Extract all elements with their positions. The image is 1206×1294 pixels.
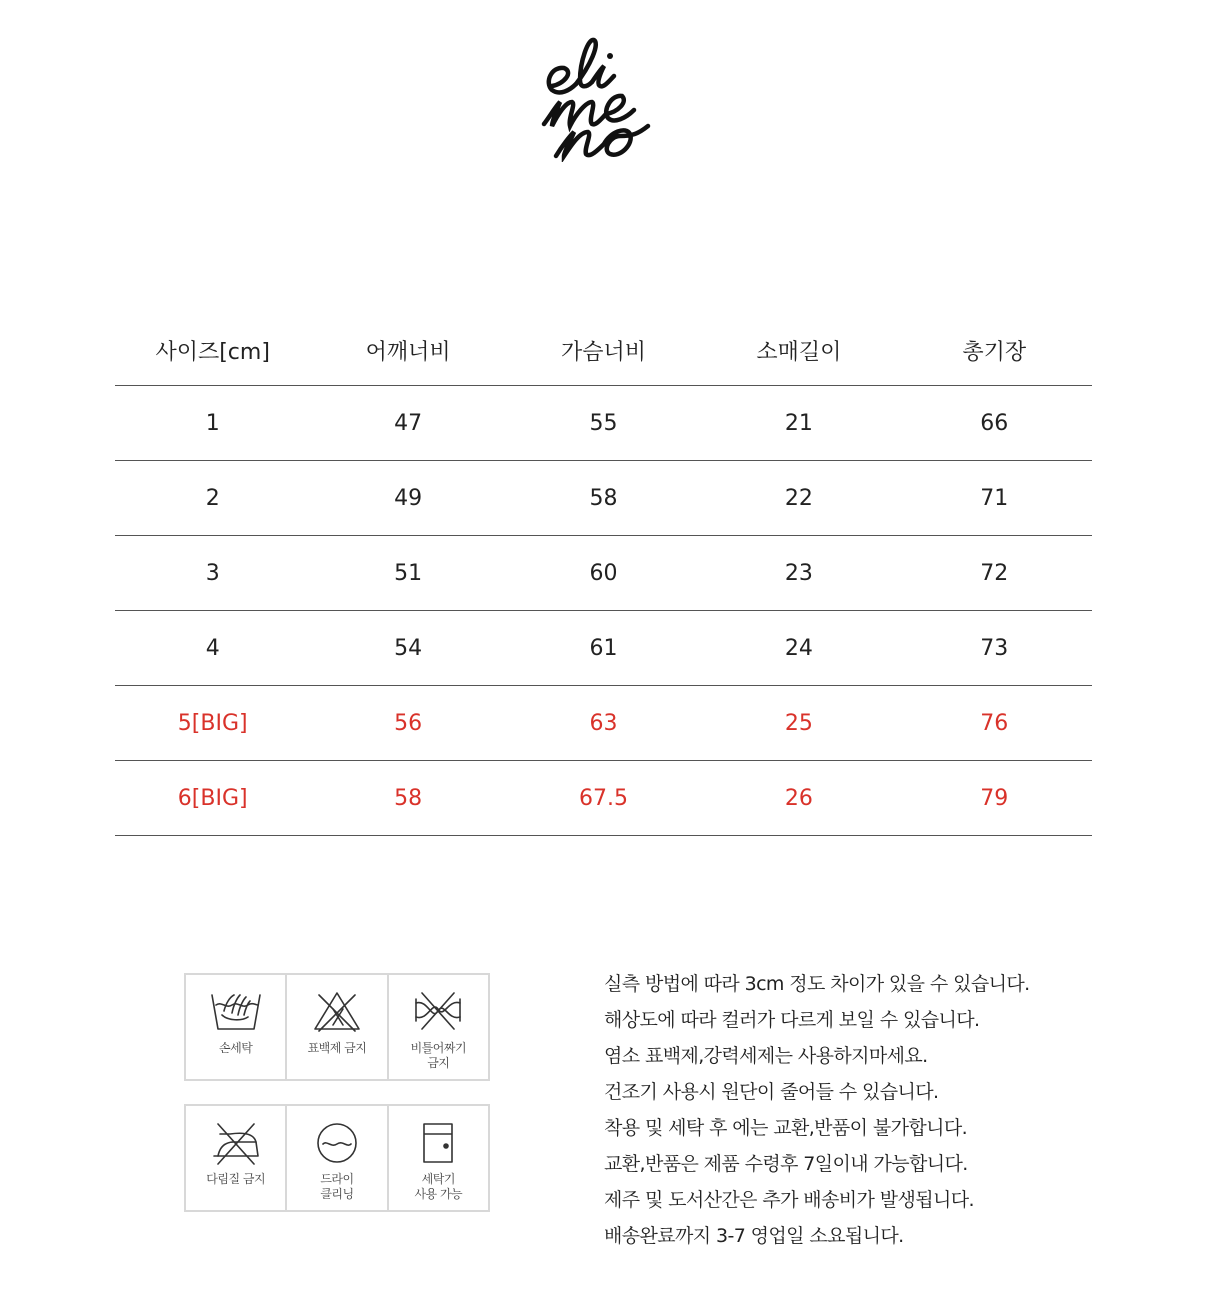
cell-shoulder: 47: [310, 386, 505, 461]
care-item-dry-clean: [287, 1106, 388, 1210]
notice-item: 실측 방법에 따라 3cm 정도 차이가 있을 수 있습니다.: [604, 973, 1030, 995]
care-item-washing-machine: [389, 1106, 488, 1210]
cell-size: 2: [115, 461, 310, 536]
cell-sleeve: 26: [701, 761, 896, 836]
cell-sleeve: 24: [701, 611, 896, 686]
care-item-no-iron: [186, 1106, 287, 1210]
notice-item: 배송완료까지 3-7 영업일 소요됩니다.: [604, 1225, 904, 1247]
notice-item: 제주 및 도서산간은 추가 배송비가 발생됩니다.: [604, 1189, 974, 1211]
brand-logo: [530, 22, 670, 162]
care-instructions: [184, 973, 490, 1212]
no-iron-icon: [208, 1120, 264, 1166]
cell-chest: 67.5: [506, 761, 701, 836]
cell-chest: 63: [506, 686, 701, 761]
notice-item: 염소 표백제,강력세제는 사용하지마세요.: [604, 1045, 928, 1067]
cell-shoulder: 49: [310, 461, 505, 536]
cell-size: 5[BIG]: [115, 686, 310, 761]
cell-length: 76: [897, 686, 1092, 761]
table-row: [115, 461, 1092, 536]
cell-size: 3: [115, 536, 310, 611]
cell-chest: 58: [506, 461, 701, 536]
care-item-hand-wash: [186, 975, 287, 1079]
header-shoulder: 어깨너비: [310, 315, 505, 386]
cell-length: 71: [897, 461, 1092, 536]
table-row-big: [115, 686, 1092, 761]
table-row: [115, 611, 1092, 686]
notice-item: 해상도에 따라 컬러가 다르게 보일 수 있습니다.: [604, 1009, 980, 1031]
cell-length: 66: [897, 386, 1092, 461]
cell-sleeve: 25: [701, 686, 896, 761]
cell-shoulder: 51: [310, 536, 505, 611]
cell-sleeve: 21: [701, 386, 896, 461]
care-label: 비틀어짜기 금지: [410, 1041, 467, 1070]
cell-shoulder: 58: [310, 761, 505, 836]
cell-chest: 55: [506, 386, 701, 461]
size-table-header-row: [115, 315, 1092, 386]
cell-size: 6[BIG]: [115, 761, 310, 836]
header-size: 사이즈[cm]: [115, 315, 310, 386]
care-item-no-bleach: [287, 975, 388, 1079]
cell-chest: 61: [506, 611, 701, 686]
notice-item: 건조기 사용시 원단이 줄어들 수 있습니다.: [604, 1081, 939, 1103]
notice-list: [604, 966, 1030, 1254]
care-item-no-wring: [389, 975, 488, 1079]
care-label: 세탁기 사용 가능: [414, 1172, 463, 1201]
care-row: [184, 973, 490, 1081]
table-row: [115, 386, 1092, 461]
hand-wash-icon: [208, 989, 264, 1035]
cell-length: 73: [897, 611, 1092, 686]
brand-logo-mark: [530, 22, 670, 162]
no-bleach-icon: [309, 989, 365, 1035]
no-wring-icon: [410, 989, 466, 1035]
care-label: 다림질 금지: [206, 1172, 266, 1186]
dry-clean-icon: [309, 1120, 365, 1166]
cell-sleeve: 23: [701, 536, 896, 611]
care-label: 손세탁: [219, 1041, 253, 1055]
cell-chest: 60: [506, 536, 701, 611]
cell-length: 79: [897, 761, 1092, 836]
washing-machine-icon: [410, 1120, 466, 1166]
cell-shoulder: 56: [310, 686, 505, 761]
header-sleeve: 소매길이: [701, 315, 896, 386]
care-label: 드라이 클리닝: [320, 1172, 354, 1201]
cell-size: 4: [115, 611, 310, 686]
header-chest: 가슴너비: [506, 315, 701, 386]
cell-size: 1: [115, 386, 310, 461]
table-row: [115, 536, 1092, 611]
size-table: [115, 315, 1092, 836]
care-row: [184, 1104, 490, 1212]
cell-length: 72: [897, 536, 1092, 611]
notice-item: 착용 및 세탁 후 에는 교환,반품이 불가합니다.: [604, 1117, 968, 1139]
care-label: 표백제 금지: [307, 1041, 367, 1055]
table-row-big: [115, 761, 1092, 836]
header-length: 총기장: [897, 315, 1092, 386]
cell-shoulder: 54: [310, 611, 505, 686]
cell-sleeve: 22: [701, 461, 896, 536]
notice-item: 교환,반품은 제품 수령후 7일이내 가능합니다.: [604, 1153, 968, 1175]
